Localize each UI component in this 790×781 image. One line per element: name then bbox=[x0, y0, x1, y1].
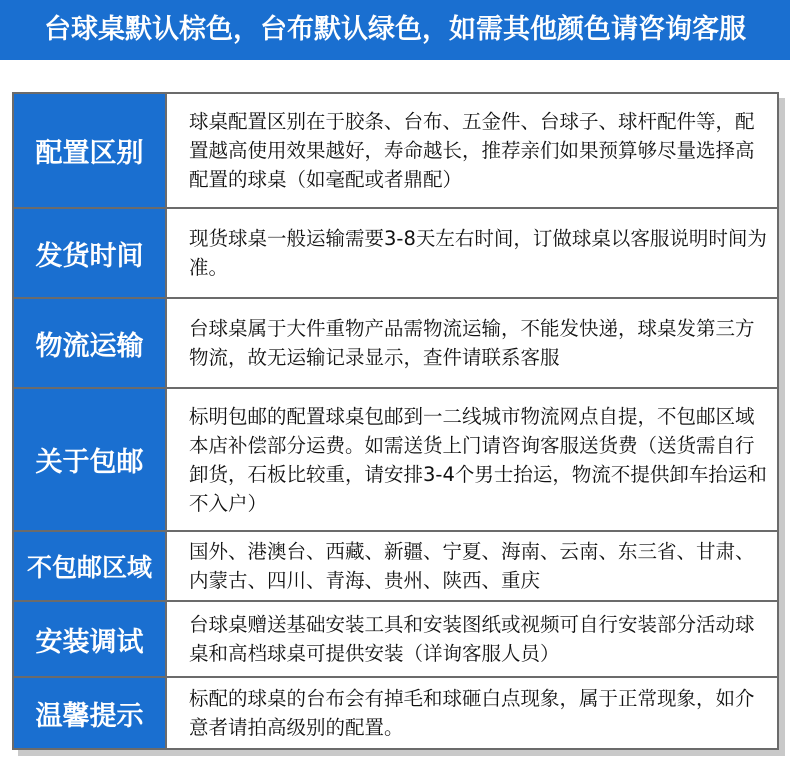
row-text: 台球桌属于大件重物产品需物流运输，不能发快递，球桌发第三方物流，故无运输记录显示，查件请联系客服 bbox=[189, 317, 755, 369]
row-label: 安装调试 bbox=[14, 602, 167, 676]
row-text: 球桌配置区别在于胶条、台布、五金件、台球子、球杆配件等，配置越高使用效果越好，寿命越长，推荐亲们如果预算够尽量选择高配置的球桌（如毫配或者鼎配） bbox=[189, 110, 755, 191]
row-text: 台球桌赠送基础安装工具和安装图纸或视频可自行安装部分活动球桌和高档球桌可提供安装（详询客服人员） bbox=[189, 613, 755, 665]
table-row bbox=[14, 389, 777, 532]
row-text: 现货球桌一般运输需要3-8天左右时间，订做球桌以客服说明时间为准。 bbox=[189, 227, 767, 279]
row-content bbox=[167, 209, 777, 297]
table-row bbox=[14, 602, 777, 678]
table-row bbox=[14, 678, 777, 748]
row-content bbox=[167, 532, 777, 600]
row-content bbox=[167, 94, 777, 207]
table-row bbox=[14, 94, 777, 209]
row-text: 标明包邮的配置球桌包邮到一二线城市物流网点自提，不包邮区域本店补偿部分运费。如需送货上门请咨询客服送货费（送货需自行卸货，石板比较重，请安排3-4个男士抬运，物流不提供卸车抬运和不入户） bbox=[189, 404, 767, 515]
row-content bbox=[167, 602, 777, 676]
row-label: 配置区别 bbox=[14, 94, 167, 207]
table-row bbox=[14, 209, 777, 299]
info-table bbox=[12, 92, 779, 750]
row-content bbox=[167, 389, 777, 530]
row-label: 发货时间 bbox=[14, 209, 167, 297]
row-label: 温馨提示 bbox=[14, 678, 167, 748]
row-label: 不包邮区域 bbox=[14, 532, 167, 600]
row-text: 国外、港澳台、西藏、新疆、宁夏、海南、云南、东三省、甘肃、内蒙古、四川、青海、贵州、陕西、重庆 bbox=[189, 540, 755, 592]
row-label: 关于包邮 bbox=[14, 389, 167, 530]
table-row bbox=[14, 532, 777, 602]
table-row bbox=[14, 299, 777, 389]
header-banner: 台球桌默认棕色，台布默认绿色，如需其他颜色请咨询客服 bbox=[0, 0, 790, 60]
row-text: 标配的球桌的台布会有掉毛和球砸白点现象，属于正常现象，如介意者请拍高级别的配置。 bbox=[189, 687, 755, 739]
row-label: 物流运输 bbox=[14, 299, 167, 387]
row-content bbox=[167, 299, 777, 387]
row-content bbox=[167, 678, 777, 748]
